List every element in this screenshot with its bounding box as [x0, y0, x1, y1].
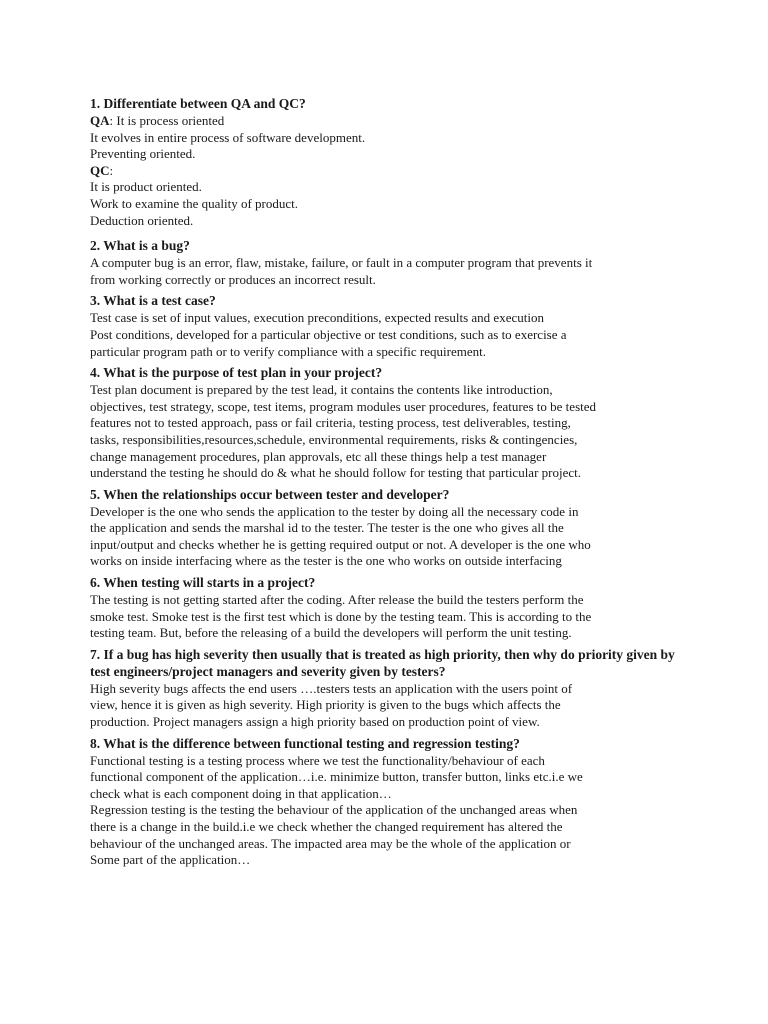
answer-line: behaviour of the unchanged areas. The impacted area may be the whole of the application or — [90, 835, 571, 851]
qc-label: QC — [90, 162, 110, 178]
answer-line: features not to tested approach, pass or fail criteria, testing process, test deliverables, testing, — [90, 415, 571, 431]
answer-line: from working correctly or produces an incorrect result. — [90, 271, 376, 287]
answer-line: objectives, test strategy, scope, test items, program modules user procedures, features to be tested — [90, 398, 597, 414]
question-block — [90, 486, 690, 570]
qc-line — [90, 163, 690, 180]
answer-line: Deduction oriented. — [90, 212, 194, 228]
answer-line: smoke test. Smoke test is the first test which is done by the testing team. This is according to the — [90, 608, 592, 624]
question-heading: 1. Differentiate between QA and QC? — [90, 96, 306, 111]
question-heading: 8. What is the difference between functional testing and regression testing? — [90, 735, 520, 751]
answer-line: High severity bugs affects the end users ….testers tests an application with the users point of — [90, 680, 573, 696]
answer-line: Functional testing is a testing process where we test the functionality/behaviour of each — [90, 752, 545, 768]
answer-line: input/output and checks whether he is getting required output or not. A developer is the one who — [90, 536, 591, 552]
question-block — [90, 646, 690, 731]
qc-text: : — [109, 162, 114, 178]
answer-line: Developer is the one who sends the application to the tester by doing all the necessary code in — [90, 503, 579, 519]
answer-line: Some part of the application… — [90, 852, 251, 868]
qa-qc-section — [90, 95, 690, 229]
answer-line: works on inside interfacing where as the tester is the one who works on outside interfacing — [90, 553, 562, 569]
question-heading: 2. What is a bug? — [90, 238, 190, 254]
qa-line — [90, 113, 690, 130]
answer-line: change management procedures, plan approvals, etc all these things help a test manager — [90, 448, 547, 464]
answer-line: functional component of the application…i.e. minimize button, transfer button, links etc.i.e we — [90, 769, 583, 785]
question-heading: 5. When the relationships occur between tester and developer? — [90, 486, 450, 502]
answer-line: Work to examine the quality of product. — [90, 195, 298, 211]
answer-line: Regression testing is the testing the behaviour of the application of the unchanged areas when — [90, 802, 578, 818]
question-heading: 3. What is a test case? — [90, 293, 216, 309]
question-heading: 4. What is the purpose of test plan in your project? — [90, 365, 383, 381]
question-heading: 6. When testing will starts in a project? — [90, 575, 316, 591]
question-block — [90, 237, 690, 288]
answer-line: production. Project managers assign a high priority based on production point of view. — [90, 714, 540, 730]
answer-line: tasks, responsibilities,resources,schedule, environmental requirements, risks & contingencies, — [90, 431, 578, 447]
question-heading: 7. If a bug has high severity then usually that is treated as high priority, then why do priority given by test engineers/project managers and severity given by testers? — [90, 646, 675, 679]
qa-label: QA — [90, 113, 110, 128]
answer-line: Test plan document is prepared by the test lead, it contains the contents like introduction, — [90, 382, 553, 398]
answer-line: view, hence it is given as high severity. High priority is given to the bugs which affects the — [90, 697, 561, 713]
answer-line: check what is each component doing in that application… — [90, 785, 392, 801]
answer-line: Post conditions, developed for a particular objective or test conditions, such as to exercise a — [90, 326, 567, 342]
answer-line: It is product oriented. — [90, 179, 202, 195]
answer-line: particular program path or to verify compliance with a specific requirement. — [90, 343, 486, 359]
question-block — [90, 364, 690, 482]
answer-line: A computer bug is an error, flaw, mistake, failure, or fault in a computer program that prevents it — [90, 255, 593, 271]
answer-line: Preventing oriented. — [90, 146, 196, 162]
document-page — [90, 95, 690, 873]
question-block — [90, 292, 690, 360]
question-block — [90, 574, 690, 642]
answer-line: understand the testing he should do & what he should follow for testing that particular project. — [90, 465, 582, 481]
answer-line: It evolves in entire process of software development. — [90, 129, 366, 145]
answer-line: Test case is set of input values, execution preconditions, expected results and execution — [90, 310, 544, 326]
question-block — [90, 735, 690, 869]
answer-line: The testing is not getting started after the coding. After release the build the testers perform the — [90, 592, 584, 608]
answer-line: there is a change in the build.i.e we check whether the changed requirement has altered the — [90, 819, 563, 834]
answer-line: the application and sends the marshal id to the tester. The tester is the one who gives all the — [90, 520, 564, 536]
answer-line: testing team. But, before the releasing of a build the developers will perform the unit testing. — [90, 625, 572, 641]
qa-text: : It is process oriented — [109, 113, 225, 128]
